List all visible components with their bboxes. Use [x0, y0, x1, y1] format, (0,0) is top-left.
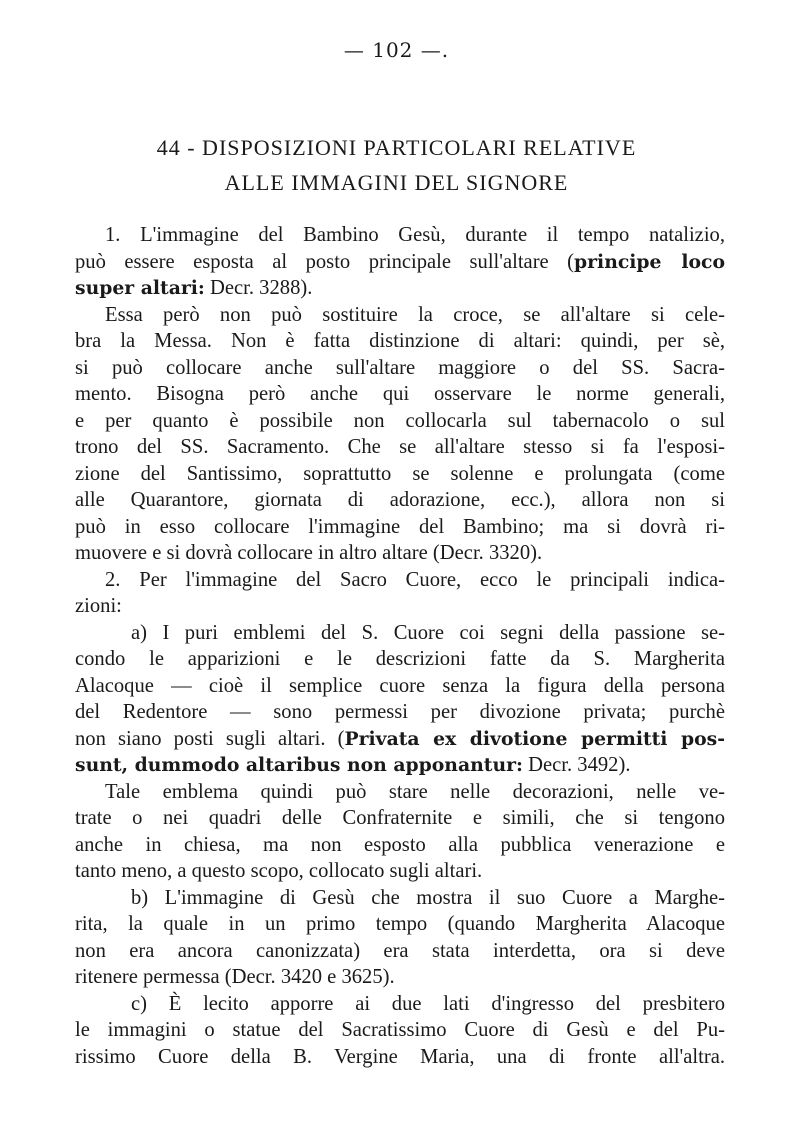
body-text [75, 222, 725, 1070]
text-run: e per quanto è possibile non collocarla sul tabernacolo o sul [75, 409, 725, 432]
text-line [75, 779, 725, 806]
text-run: trono del SS. Sacramento. Che se all'altare stesso si fa l'esposi- [75, 436, 725, 458]
text-line [75, 885, 725, 912]
text-run: Decr. 3492). [522, 754, 631, 776]
text-line [75, 620, 725, 647]
text-line [75, 328, 725, 355]
text-line [75, 699, 725, 726]
text-run: può essere esposta al posto principale sull'altare ( [75, 250, 575, 273]
text-run: ritenere permessa (Decr. 3420 e 3625). [75, 966, 395, 988]
text-run: del Redentore — sono permessi per divozione privata; purchè [75, 701, 725, 723]
text-line [75, 646, 725, 673]
text-run: trate o nei quadri delle Confraternite e simili, che si tengono [75, 807, 725, 829]
text-run: rissimo Cuore della B. Vergine Maria, una di fronte all'altra. [75, 1045, 725, 1068]
text-line [75, 275, 725, 302]
text-run: zioni: [75, 595, 122, 617]
text-line [75, 726, 725, 753]
text-line [75, 752, 725, 779]
text-run: alle Quarantore, giornata di adorazione, ecc.), allora non si [75, 489, 725, 511]
text-line [75, 514, 725, 541]
text-line [75, 249, 725, 276]
text-line [75, 461, 725, 488]
page-number: — 102 —. [343, 38, 450, 62]
section-heading-line-1: 44 - DISPOSIZIONI PARTICOLARI RELATIVE [156, 135, 637, 160]
text-line [75, 911, 725, 938]
text-line [75, 487, 725, 514]
text-line [75, 567, 725, 594]
text-line [75, 832, 725, 859]
latin-citation: super altari: [75, 277, 205, 299]
text-line [75, 938, 725, 965]
text-line [75, 858, 725, 885]
text-line [75, 302, 725, 329]
text-line [75, 381, 725, 408]
latin-citation: Privata ex divotione permitti pos- [344, 727, 726, 750]
text-run: può in esso collocare l'immagine del Bambino; ma si dovrà ri- [75, 515, 725, 538]
text-run: Decr. 3288). [204, 277, 313, 299]
text-line [75, 1017, 725, 1044]
text-run: si può collocare anche sull'altare maggiore o del SS. Sacra- [75, 356, 725, 379]
text-run: mento. Bisogna però anche qui osservare le norme generali, [75, 383, 725, 405]
text-line [75, 1044, 725, 1071]
text-line [75, 222, 725, 249]
latin-citation: principe loco [574, 250, 725, 273]
text-run: muovere e si dovrà collocare in altro altare (Decr. 3320). [75, 542, 543, 564]
text-line [75, 991, 725, 1018]
text-run: rita, la quale in un primo tempo (quando Margherita Alacoque [75, 913, 725, 935]
text-run: bra la Messa. Non è fatta distinzione di altari: quindi, per sè, [75, 330, 725, 352]
text-run: zione del Santissimo, soprattutto se solenne e prolungata (come [75, 462, 725, 485]
text-line [75, 540, 725, 567]
text-run: 2. Per l'immagine del Sacro Cuore, ecco le principali indica- [105, 568, 725, 591]
text-run: c) È lecito apporre ai due lati d'ingresso del presbitero [131, 992, 725, 1015]
text-run: non era ancora canonizzata) era stata interdetta, ora si deve [75, 939, 725, 962]
text-run: anche in chiesa, ma non esposto alla pubblica venerazione e [75, 833, 725, 856]
text-run: a) I puri emblemi del S. Cuore coi segni della passione se- [131, 621, 725, 644]
text-run: tanto meno, a questo scopo, collocato sugli altari. [75, 860, 483, 882]
text-line [75, 355, 725, 382]
text-line [75, 673, 725, 700]
text-line [75, 434, 725, 461]
text-line [75, 593, 725, 620]
text-run: b) L'immagine di Gesù che mostra il suo Cuore a Marghe- [131, 886, 725, 909]
text-run: condo le apparizioni e le descrizioni fatte da S. Margherita [75, 648, 725, 670]
text-run: Essa però non può sostituire la croce, se all'altare si cele- [105, 303, 725, 326]
text-run: non siano posti sugli altari. ( [75, 727, 345, 750]
text-run: le immagini o statue del Sacratissimo Cuore di Gesù e del Pu- [75, 1019, 725, 1041]
text-run: Alacoque — cioè il semplice cuore senza la figura della persona [75, 674, 725, 697]
text-run: Tale emblema quindi può stare nelle decorazioni, nelle ve- [105, 780, 725, 803]
text-line [75, 964, 725, 991]
text-line [75, 805, 725, 832]
text-line [75, 408, 725, 435]
section-heading-line-2: ALLE IMMAGINI DEL SIGNORE [224, 170, 569, 195]
text-run: 1. L'immagine del Bambino Gesù, durante il tempo natalizio, [105, 224, 725, 246]
latin-citation: sunt, dummodo altaribus non apponantur: [75, 754, 523, 776]
